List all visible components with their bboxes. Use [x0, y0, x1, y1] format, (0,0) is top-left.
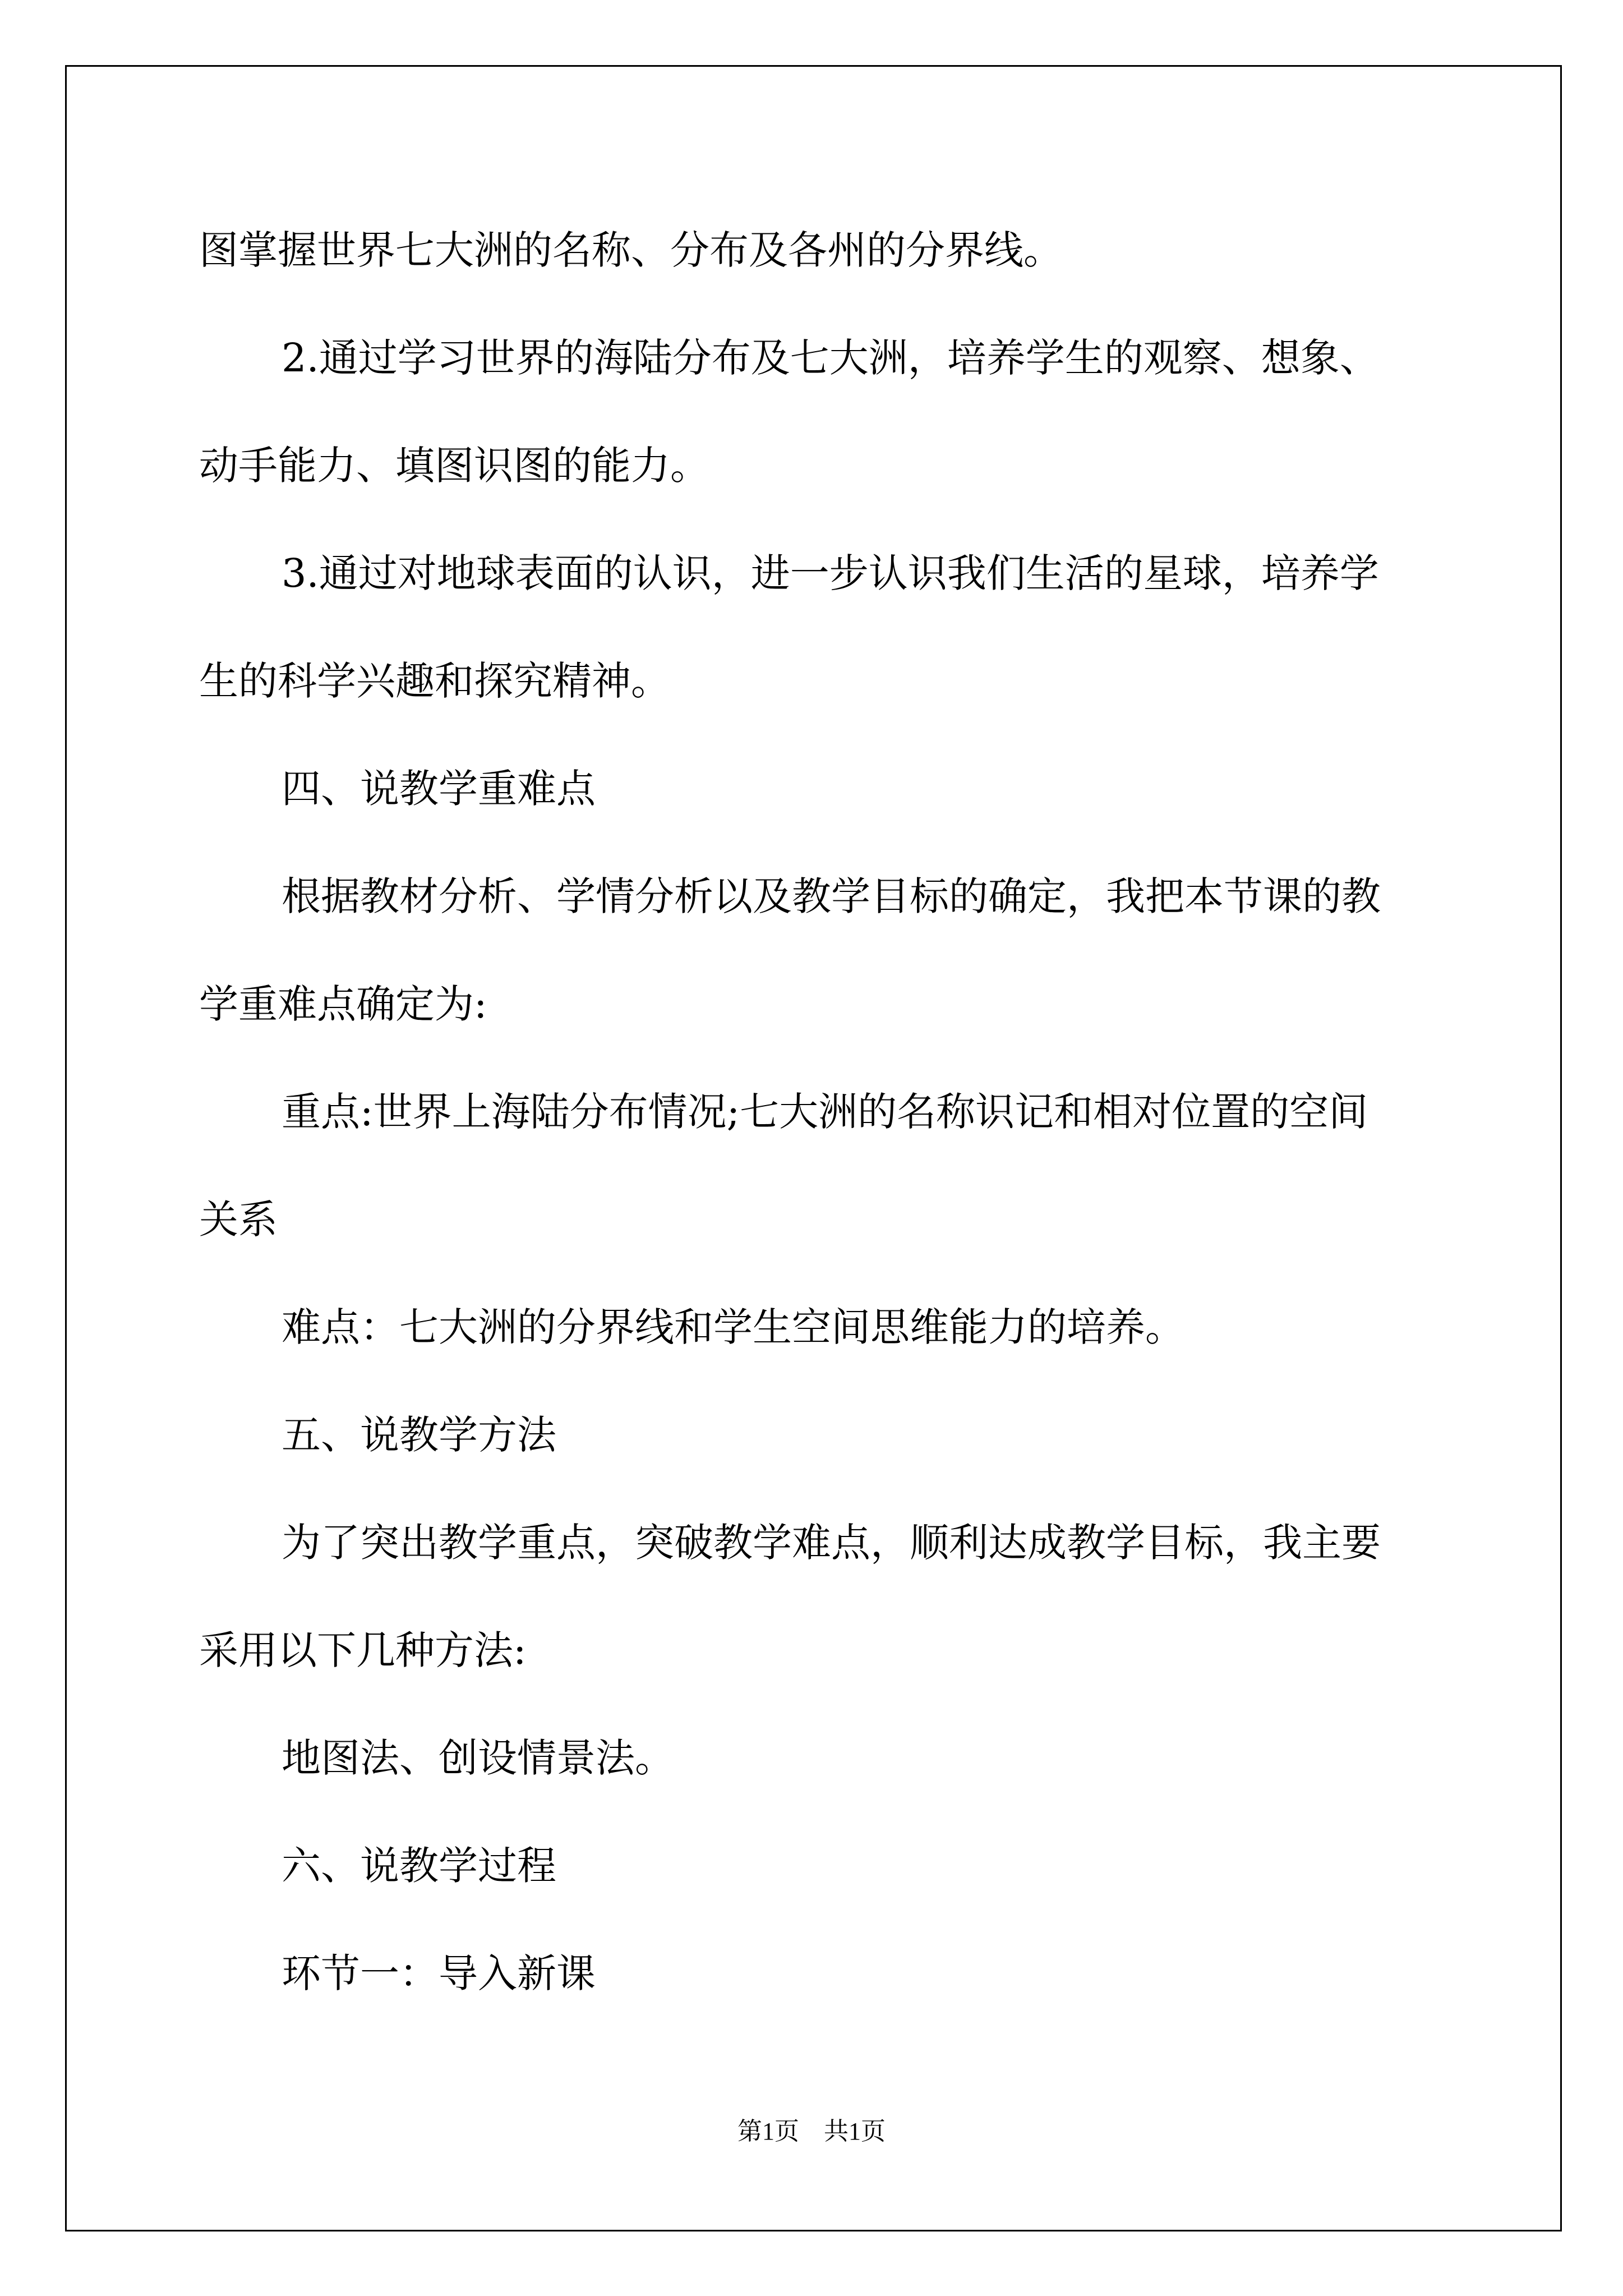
section-heading: 五、说教学方法	[282, 1412, 556, 1458]
text-line: 为了突出教学重点，突破教学难点，顺利达成教学目标，我主要	[282, 1520, 1381, 1566]
text-line: 生的科学兴趣和探究精神。	[199, 658, 670, 704]
text-line: 采用以下几种方法:	[199, 1627, 527, 1673]
text-line: 学重难点确定为:	[199, 981, 487, 1027]
text-line: 图掌握世界七大洲的名称、分布及各州的分界线。	[199, 227, 1063, 273]
page-footer	[0, 2115, 1623, 2148]
text-line: 地图法、创设情景法。	[282, 1735, 674, 1781]
page-total: 共1页	[824, 2118, 886, 2145]
text-line: 重点:世界上海陆分布情况;七大洲的名称识记和相对位置的空间	[282, 1089, 1368, 1135]
text-line: 2.通过学习世界的海陆分布及七大洲，培养学生的观察、想象、	[282, 335, 1379, 381]
text-line: 关系	[199, 1197, 278, 1243]
page-border	[65, 65, 1562, 2231]
text-line: 难点：七大洲的分界线和学生空间思维能力的培养。	[282, 1304, 1184, 1350]
text-line: 3.通过对地球表面的认识，进一步认识我们生活的星球，培养学	[282, 550, 1379, 596]
text-line: 动手能力、填图识图的能力。	[199, 443, 709, 489]
page-number: 第1页	[737, 2118, 799, 2145]
text-line: 根据教材分析、学情分析以及教学目标的确定，我把本节课的教	[282, 873, 1381, 919]
section-heading: 六、说教学过程	[282, 1843, 556, 1889]
section-heading: 四、说教学重难点	[282, 766, 596, 812]
text-line: 环节一：导入新课	[282, 1950, 596, 1996]
